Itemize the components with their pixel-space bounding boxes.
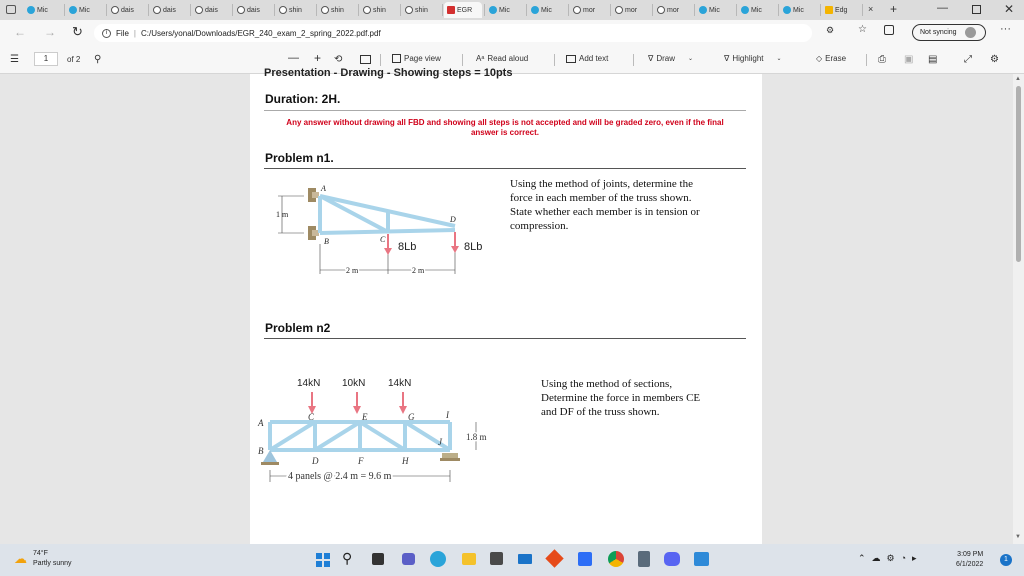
load-label-3: 14kN bbox=[388, 378, 412, 389]
tab-9[interactable] bbox=[402, 2, 440, 18]
store-icon[interactable] bbox=[490, 552, 503, 565]
span2-label: 2 m bbox=[412, 266, 425, 275]
print-icon[interactable]: ⎙ bbox=[878, 54, 886, 65]
mail-icon[interactable] bbox=[518, 554, 532, 564]
edge-icon bbox=[69, 6, 77, 14]
draw-button[interactable]: ∇ Draw ⌄ bbox=[648, 54, 694, 63]
read-aloud-icon: Aᵃ bbox=[476, 54, 485, 63]
search-icon bbox=[657, 6, 665, 14]
search-icon bbox=[573, 6, 581, 14]
windows-icon bbox=[825, 6, 833, 14]
page-view-icon bbox=[392, 54, 401, 63]
problem1-text: Using the method of joints, determine the force in each member of the truss shown. State whether each member is in tension or compression. bbox=[510, 178, 700, 232]
url-text: C:/Users/yonal/Downloads/EGR_240_exam_2_spring_2022.pdf.pdf bbox=[140, 28, 381, 38]
search-icon bbox=[237, 6, 245, 14]
temperature: 74°F bbox=[33, 550, 48, 557]
tab-label: dais bbox=[121, 6, 134, 14]
tab-11[interactable] bbox=[486, 2, 524, 18]
load-d-label: 8Lb bbox=[464, 241, 483, 253]
label-b: B bbox=[258, 446, 264, 456]
scroll-down-arrow[interactable]: ▼ bbox=[1015, 534, 1021, 540]
label-g: G bbox=[408, 412, 415, 422]
panels-dimension bbox=[270, 470, 450, 482]
sync-label: Not syncing bbox=[920, 29, 957, 36]
label-d: D bbox=[312, 456, 319, 466]
label-j: J bbox=[438, 437, 442, 447]
tab-12[interactable] bbox=[528, 2, 566, 18]
tab-10[interactable] bbox=[444, 2, 482, 18]
scroll-thumb[interactable] bbox=[1016, 86, 1021, 262]
label-f: F bbox=[358, 456, 364, 466]
tab-1[interactable] bbox=[66, 2, 104, 18]
close-tab-icon[interactable]: × bbox=[868, 4, 874, 14]
favorites-icon[interactable]: ☆ bbox=[858, 24, 867, 35]
label-d: D bbox=[450, 215, 456, 224]
read-aloud-icon[interactable]: ⚙ bbox=[826, 25, 835, 35]
task-view-icon[interactable] bbox=[372, 553, 384, 565]
read-aloud-button[interactable]: Aᵃ Read aloud bbox=[476, 54, 529, 63]
height-dimension bbox=[466, 422, 487, 450]
system-tray[interactable]: ⌃☁⚙◔▸ bbox=[858, 553, 923, 563]
tab-label: Edg bbox=[835, 6, 848, 14]
zoom-out-button[interactable]: — bbox=[288, 52, 299, 64]
load-arrows bbox=[312, 392, 403, 408]
tab-13[interactable] bbox=[570, 2, 608, 18]
highlight-icon: ∇ bbox=[724, 54, 730, 63]
tab-label: Mic bbox=[709, 6, 720, 14]
label-a: A bbox=[258, 418, 264, 428]
panels-label: 4 panels @ 2.4 m = 9.6 m bbox=[288, 471, 392, 482]
clock[interactable] bbox=[956, 550, 983, 570]
info-icon: i bbox=[102, 29, 111, 38]
load-label-2: 10kN bbox=[342, 378, 366, 389]
search-icon bbox=[279, 6, 287, 14]
chevron-down-icon: ⌄ bbox=[688, 56, 694, 62]
search-icon bbox=[153, 6, 161, 14]
avatar bbox=[965, 27, 976, 38]
photos-icon[interactable] bbox=[694, 552, 709, 566]
calculator-icon[interactable] bbox=[638, 551, 650, 567]
tab-18[interactable] bbox=[780, 2, 818, 18]
span1-label: 2 m bbox=[346, 266, 359, 275]
tab-label: Mic bbox=[499, 6, 510, 14]
height-dimension bbox=[276, 196, 304, 233]
tab-label: Mic bbox=[37, 6, 48, 14]
minimize-button[interactable]: — bbox=[937, 2, 948, 14]
back-button[interactable]: ← bbox=[14, 25, 26, 39]
highlight-button[interactable]: ∇ Highlight ⌄ bbox=[724, 54, 782, 63]
load-label-1: 14kN bbox=[297, 378, 321, 389]
tab-19[interactable] bbox=[822, 2, 860, 18]
tab-3[interactable] bbox=[150, 2, 188, 18]
search-icon bbox=[405, 6, 413, 14]
warning-text: Any answer without drawing all FBD and showing all steps is not accepted and will be graded zero, even if the final answer is correct. bbox=[286, 118, 724, 137]
save-icon[interactable]: ▣ bbox=[904, 54, 914, 65]
tab-17[interactable] bbox=[738, 2, 776, 18]
rotate-icon[interactable]: ⟲ bbox=[334, 54, 343, 65]
problem1-truss-diagram bbox=[260, 182, 500, 282]
label-i: I bbox=[446, 410, 449, 420]
label-a: A bbox=[321, 184, 326, 193]
new-tab-button[interactable]: + bbox=[890, 2, 898, 16]
duration-text: Duration: 2H. bbox=[265, 92, 341, 106]
url-field[interactable]: i File | C:/Users/yonal/Downloads/EGR_240_exam_2_spring_2022.pdf.pdf bbox=[94, 24, 812, 42]
address-bar bbox=[0, 20, 1024, 46]
page-view-button[interactable]: Page view bbox=[392, 54, 441, 63]
zoom-in-button[interactable]: + bbox=[314, 51, 322, 65]
tab-14[interactable] bbox=[612, 2, 650, 18]
taskbar bbox=[0, 544, 1024, 576]
start-button[interactable] bbox=[316, 553, 330, 567]
height-label: 1 m bbox=[276, 210, 289, 219]
tab-label: mor bbox=[583, 6, 596, 14]
edge-icon bbox=[741, 6, 749, 14]
edge-icon bbox=[489, 6, 497, 14]
page-number-input[interactable]: 1 bbox=[34, 52, 58, 66]
tab-15[interactable] bbox=[654, 2, 692, 18]
add-text-button[interactable]: Add text bbox=[566, 54, 608, 63]
pdf-page bbox=[250, 67, 762, 544]
settings-gear-icon[interactable]: ⚙ bbox=[990, 54, 999, 65]
scroll-up-arrow[interactable]: ▲ bbox=[1015, 76, 1021, 82]
restore-button[interactable] bbox=[972, 5, 981, 14]
tab-4[interactable] bbox=[192, 2, 230, 18]
dropbox-icon[interactable] bbox=[578, 552, 592, 566]
forward-button[interactable]: → bbox=[44, 25, 56, 39]
label-c: C bbox=[308, 412, 315, 422]
tab-label: shin bbox=[415, 6, 428, 14]
close-window-button[interactable]: ✕ bbox=[1004, 2, 1015, 16]
more-menu-icon[interactable]: ··· bbox=[1000, 23, 1011, 35]
pdf-icon bbox=[447, 6, 455, 14]
tab-2[interactable] bbox=[108, 2, 146, 18]
explorer-icon[interactable] bbox=[462, 553, 476, 565]
wall-supports bbox=[308, 188, 319, 240]
edge-icon bbox=[699, 6, 707, 14]
load-labels bbox=[297, 378, 411, 389]
fit-page-icon[interactable] bbox=[360, 55, 371, 64]
label-h: H bbox=[402, 456, 409, 466]
search-icon bbox=[195, 6, 203, 14]
tab-5[interactable] bbox=[234, 2, 272, 18]
office-icon[interactable] bbox=[545, 549, 563, 567]
teams-chat-icon[interactable] bbox=[402, 553, 415, 565]
erase-button[interactable]: ◇ Erase bbox=[816, 54, 847, 63]
search-icon bbox=[321, 6, 329, 14]
date-text: 6/1/2022 bbox=[956, 561, 984, 568]
tab-label: dais bbox=[163, 6, 176, 14]
tab-label: shin bbox=[331, 6, 344, 14]
truss-members bbox=[270, 422, 450, 450]
chrome-icon[interactable] bbox=[608, 551, 624, 567]
tab-label: shin bbox=[289, 6, 302, 14]
time-text: 3:09 PM bbox=[957, 551, 984, 558]
tab-0[interactable] bbox=[24, 2, 62, 18]
label-c: C bbox=[380, 235, 386, 244]
edge-icon bbox=[783, 6, 791, 14]
chevron-down-icon: ⌄ bbox=[776, 56, 782, 62]
search-icon[interactable]: ⚲ bbox=[94, 54, 102, 65]
label-b: B bbox=[324, 237, 329, 246]
tab-label: dais bbox=[247, 6, 260, 14]
tab-label: EGR bbox=[457, 6, 473, 14]
tab-label: dais bbox=[205, 6, 218, 14]
file-label: File bbox=[116, 28, 129, 38]
truss-members bbox=[320, 196, 455, 233]
edge-taskbar-icon[interactable] bbox=[430, 551, 446, 567]
load-c-label: 8Lb bbox=[398, 241, 417, 253]
tab-label: Mic bbox=[751, 6, 762, 14]
problem2-truss-diagram bbox=[258, 370, 520, 510]
save-as-icon[interactable]: ▤ bbox=[928, 54, 938, 65]
pin-support bbox=[261, 450, 279, 465]
member-ac bbox=[320, 196, 388, 232]
tab-label: Mic bbox=[541, 6, 552, 14]
weather-widget[interactable] bbox=[14, 549, 72, 569]
tab-6[interactable] bbox=[276, 2, 314, 18]
problem2-heading: Problem n2 bbox=[265, 321, 331, 335]
scrollbar[interactable] bbox=[1013, 74, 1024, 544]
text-box-icon bbox=[566, 55, 576, 63]
cut-off-heading: Presentation - Drawing - Showing steps = 10pts bbox=[264, 67, 513, 79]
page-total: of 2 bbox=[67, 54, 81, 64]
search-icon bbox=[111, 6, 119, 14]
tab-label: shin bbox=[373, 6, 386, 14]
sync-button[interactable] bbox=[912, 24, 986, 41]
tab-label: Mic bbox=[793, 6, 804, 14]
label-e: E bbox=[362, 412, 368, 422]
partly-sunny-icon: ☁ bbox=[14, 551, 27, 566]
eraser-icon: ◇ bbox=[816, 54, 823, 63]
tab-label: mor bbox=[667, 6, 680, 14]
load-arrows bbox=[384, 232, 482, 255]
weather-text: Partly sunny bbox=[33, 560, 72, 567]
edge-icon bbox=[27, 6, 35, 14]
tab-16[interactable] bbox=[696, 2, 734, 18]
tab-8[interactable] bbox=[360, 2, 398, 18]
tab-bar bbox=[0, 0, 1024, 20]
problem2-text: Using the method of sections, Determine the force in members CE and DF of the truss shown. bbox=[541, 378, 701, 418]
notification-badge[interactable]: 1 bbox=[1000, 554, 1012, 566]
height-label: 1.8 m bbox=[466, 432, 487, 442]
draw-icon: ∇ bbox=[648, 54, 654, 63]
tab-label: Mic bbox=[79, 6, 90, 14]
problem1-heading: Problem n1. bbox=[265, 151, 334, 165]
expand-icon[interactable]: ⤢ bbox=[964, 54, 972, 65]
search-icon bbox=[615, 6, 623, 14]
refresh-button[interactable]: ↻ bbox=[72, 24, 83, 39]
tab-label: mor bbox=[625, 6, 638, 14]
contents-icon[interactable]: ☰ bbox=[10, 54, 19, 65]
discord-icon[interactable] bbox=[664, 552, 680, 566]
roller-support bbox=[440, 453, 460, 461]
search-icon bbox=[363, 6, 371, 14]
collections-icon[interactable] bbox=[884, 25, 894, 35]
tab-7[interactable] bbox=[318, 2, 356, 18]
edge-icon bbox=[531, 6, 539, 14]
tab-actions-icon[interactable] bbox=[6, 5, 16, 14]
search-icon[interactable]: ⚲ bbox=[342, 550, 353, 566]
